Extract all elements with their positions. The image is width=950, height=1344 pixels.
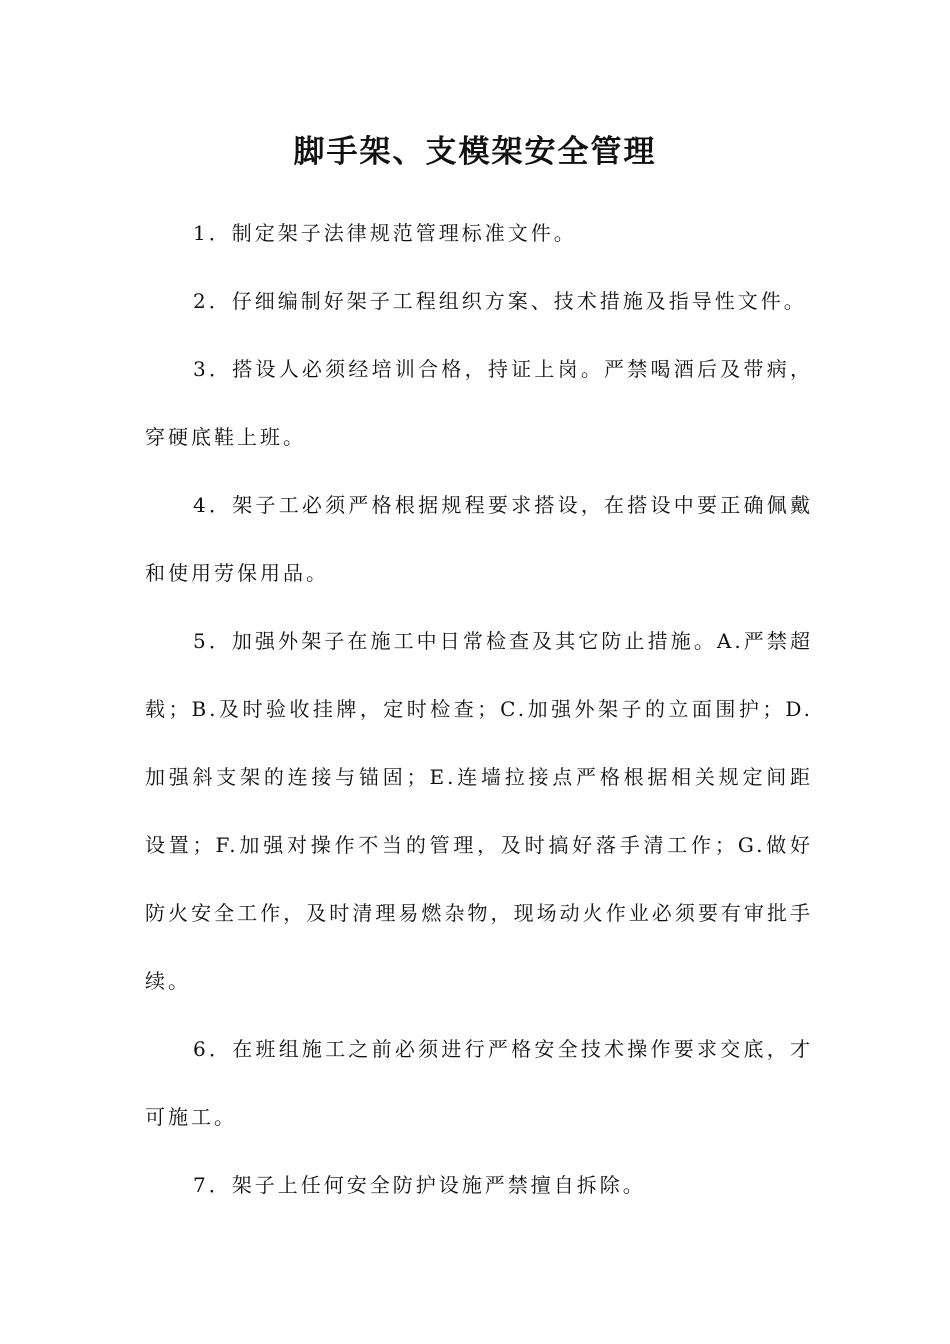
- document-title: 脚手架、支模架安全管理: [293, 134, 657, 170]
- list-item-7: 7．架子上任何安全防护设施严禁擅自拆除。: [193, 1173, 646, 1197]
- list-item-6: 6．在班组施工之前必须进行严格安全技术操作要求交底，才可施工。: [145, 1037, 813, 1129]
- list-item-2: 2．仔细编制好架子工程组织方案、技术措施及指导性文件。: [193, 289, 807, 313]
- list-item-3: 3．搭设人必须经培训合格，持证上岗。严禁喝酒后及带病，穿硬底鞋上班。: [145, 357, 813, 449]
- list-item-4: 4．架子工必须严格根据规程要求搭设，在搭设中要正确佩戴和使用劳保用品。: [145, 493, 813, 585]
- list-item-1: 1．制定架子法律规范管理标准文件。: [193, 221, 577, 245]
- list-item-5: 5．加强外架子在施工中日常检查及其它防止措施。A.严禁超载；B.及时验收挂牌，定时检查；C.加强外架子的立面围护；D.加强斜支架的连接与锚固；E.连墙拉接点严格根据相关规定间距设置；F.加强对操作不当的管理，及时搞好落手清工作；G.做好防火安全工作，及时清理易燃杂物，现场动火作业必须要有审批手续。: [145, 629, 813, 993]
- document-body: [145, 199, 813, 1219]
